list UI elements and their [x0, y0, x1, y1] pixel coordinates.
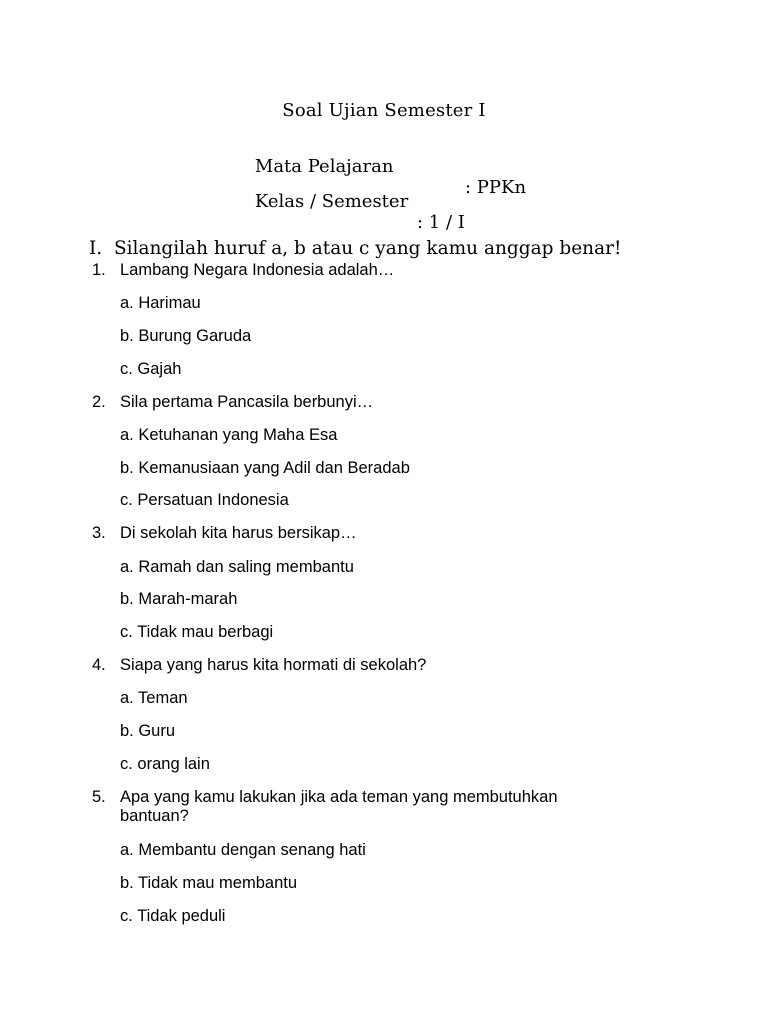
- question-text: Apa yang kamu lakukan jika ada teman yang membutuhkan bantuan?: [120, 788, 558, 825]
- answer-option[interactable]: b. Guru: [120, 722, 176, 740]
- question-text: Sila pertama Pancasila berbunyi…: [120, 393, 374, 411]
- answer-option[interactable]: b. Kemanusiaan yang Adil dan Beradab: [120, 459, 410, 477]
- question-number: 2.: [92, 393, 106, 411]
- question-number: 3.: [92, 524, 106, 542]
- section-instruction: Silangilah huruf a, b atau c yang kamu anggap benar!: [113, 238, 622, 259]
- question-text: Lambang Negara Indonesia adalah…: [120, 261, 395, 279]
- answer-option[interactable]: c. orang lain: [120, 755, 210, 773]
- section-number: I.: [89, 238, 103, 259]
- subject-value: : PPKn: [465, 177, 527, 198]
- answer-option[interactable]: c. Tidak mau berbagi: [120, 623, 274, 641]
- question-number: 5.: [92, 788, 106, 806]
- question-text: Di sekolah kita harus bersikap…: [120, 524, 357, 542]
- answer-option[interactable]: a. Ramah dan saling membantu: [120, 558, 354, 576]
- question-number: 4.: [92, 656, 106, 674]
- answer-option[interactable]: a. Harimau: [120, 294, 201, 312]
- answer-option[interactable]: a. Ketuhanan yang Maha Esa: [120, 426, 338, 444]
- page-title: Soal Ujian Semester I: [282, 100, 486, 121]
- answer-option[interactable]: a. Teman: [120, 689, 188, 707]
- answer-option[interactable]: b. Tidak mau membantu: [120, 874, 298, 892]
- question-text: Siapa yang harus kita hormati di sekolah?: [120, 656, 427, 674]
- subject-label: Mata Pelajaran: [254, 156, 394, 177]
- class-value: : 1 / I: [417, 212, 465, 233]
- answer-option[interactable]: c. Gajah: [120, 360, 182, 378]
- answer-option[interactable]: c. Persatuan Indonesia: [120, 491, 289, 509]
- answer-option[interactable]: b. Burung Garuda: [120, 327, 252, 345]
- answer-option[interactable]: c. Tidak peduli: [120, 907, 226, 925]
- answer-option[interactable]: a. Membantu dengan senang hati: [120, 841, 366, 859]
- class-label: Kelas / Semester: [254, 191, 409, 212]
- answer-option[interactable]: b. Marah-marah: [120, 590, 238, 608]
- question-number: 1.: [92, 261, 106, 279]
